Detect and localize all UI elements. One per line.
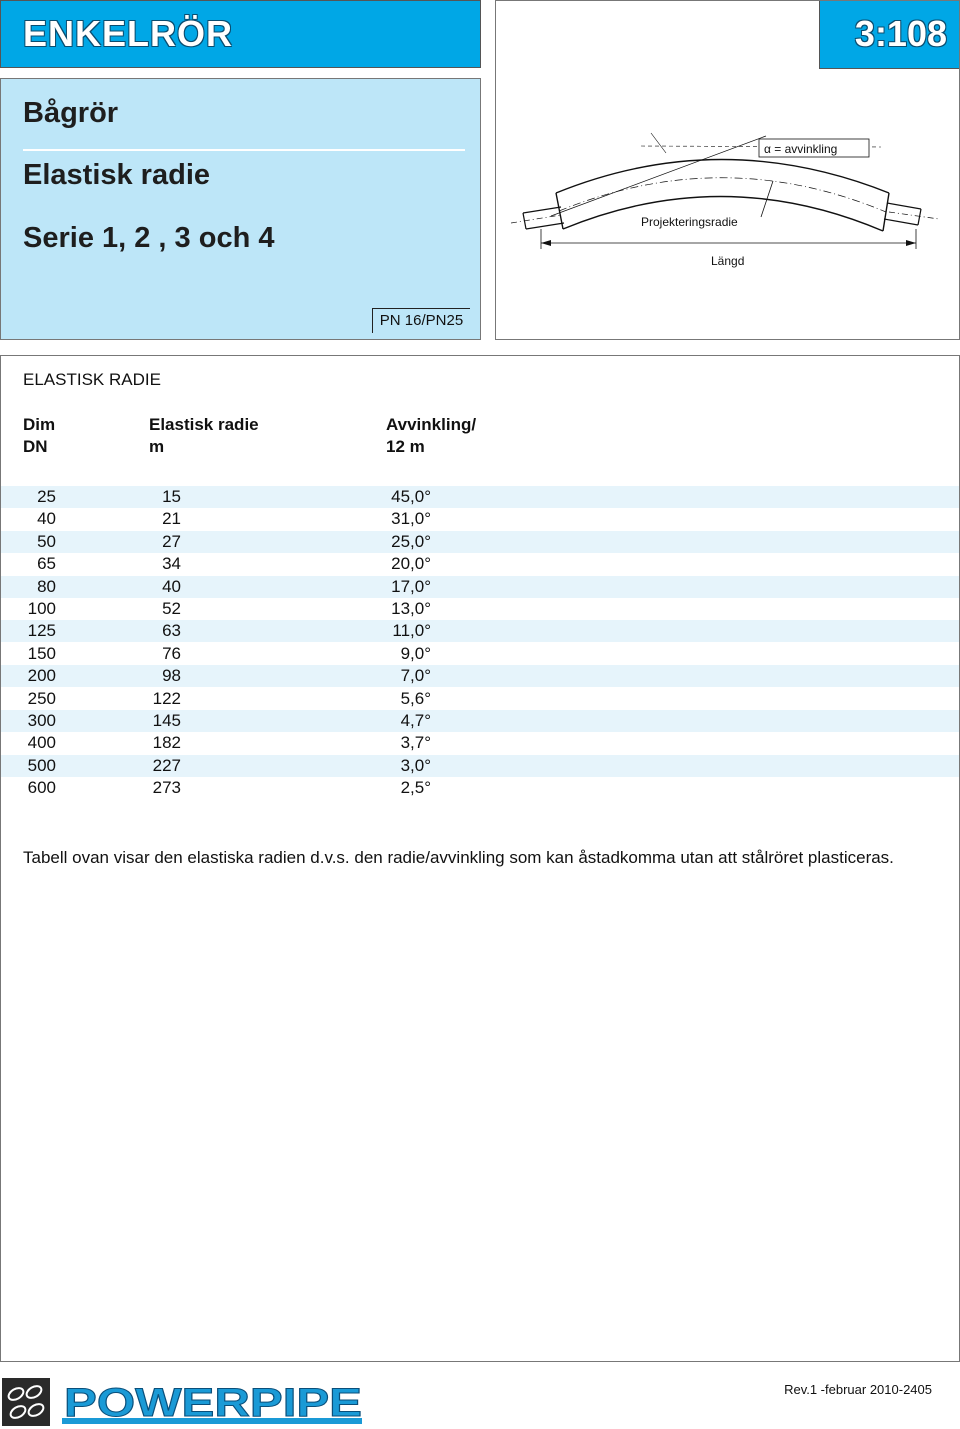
cell-angle: 25,0° [391,531,431,551]
header-banner [0,0,481,68]
cell-elastic-radius: 227 [152,755,181,775]
pressure-tag: PN 16/PN25 [372,308,470,333]
cell-angle: 20,0° [391,554,431,574]
cell-elastic-radius: 182 [152,733,181,753]
title-subtitle: Elastisk radie [23,159,210,191]
title-divider [23,149,465,151]
cell-angle: 4,7° [400,711,431,730]
column-header-elastic-radius: Elastisk radie m [149,415,259,456]
table-row [1,486,959,508]
brand-emblem-icon [2,1378,50,1426]
table-row [1,710,959,732]
table-row [1,643,959,665]
cell-angle: 11,0° [392,621,431,641]
cell-angle: 13,0° [391,599,431,618]
cell-angle: 45,0° [391,487,431,506]
table-row [1,732,959,754]
diagram-box [495,0,960,340]
cell-elastic-radius: 15 [162,487,181,506]
length-label: Längd [711,254,745,268]
table-row [1,553,959,575]
table-row [1,531,959,553]
cell-elastic-radius: 27 [162,531,181,551]
cell-elastic-radius: 145 [152,711,181,730]
table-row [1,598,959,620]
cell-dim: 80 [37,576,56,596]
table-row [1,508,959,530]
cell-dim: 125 [27,621,56,641]
cell-angle: 31,0° [391,509,431,529]
revision-note: Rev.1 -februar 2010-2405 [784,1382,932,1397]
title-main: Bågrör [23,97,119,129]
column-header-dim: Dim DN [23,415,56,456]
brand-name: POWERPIPE [64,1381,362,1425]
right-pipe-end [884,203,939,225]
table-row [1,576,959,598]
section-title: ELASTISK RADIE [23,370,161,389]
cell-angle: 17,0° [391,576,431,596]
bend-pipe-diagram [511,111,951,281]
cell-dim: 200 [27,666,56,686]
table-row [1,755,959,777]
cell-dim: 400 [27,733,56,753]
cell-elastic-radius: 273 [152,778,181,798]
table-row [1,777,959,799]
cell-dim: 100 [27,599,56,618]
page-number: 3:108 [854,13,947,54]
cell-dim: 500 [27,755,56,775]
cell-angle: 3,0° [400,755,431,775]
table-footnote: Tabell ovan visar den elastiska radien d.v.s. den radie/avvinkling som kan åstadkomma utan att stålröret plasticeras. [23,848,894,867]
cell-angle: 5,6° [400,688,431,708]
radius-label: Projekteringsradie [641,215,738,229]
title-series: Serie 1, 2 , 3 och 4 [23,222,275,254]
cell-angle: 9,0° [400,643,431,663]
table-row [1,620,959,642]
column-header-angle: Avvinkling/ 12 m [386,415,477,456]
table-row [1,688,959,710]
cell-dim: 150 [27,643,56,663]
cell-dim: 40 [37,509,56,529]
table-row [1,665,959,687]
cell-angle: 2,5° [400,778,431,798]
pipe-outer-upper [556,160,889,194]
cell-dim: 25 [37,487,56,506]
cell-angle: 7,0° [400,666,431,686]
cell-elastic-radius: 76 [162,643,181,663]
alpha-label: α = avvinkling [764,142,838,156]
page-number-banner [819,1,959,69]
cell-elastic-radius: 63 [162,621,181,641]
cell-elastic-radius: 52 [162,599,181,618]
cell-dim: 600 [27,778,56,798]
content-box [0,355,960,1362]
cell-elastic-radius: 21 [162,509,181,529]
cell-elastic-radius: 98 [162,666,181,686]
brand-logo [62,1378,367,1426]
left-pipe-end [511,207,564,229]
cell-elastic-radius: 122 [152,688,181,708]
cell-elastic-radius: 34 [162,554,181,574]
title-box [0,78,481,340]
cell-dim: 250 [27,688,56,708]
category-title: ENKELRÖR [23,13,234,54]
tangent-line [551,136,766,216]
cell-dim: 50 [37,531,56,551]
cell-dim: 65 [37,554,56,574]
cell-dim: 300 [27,711,56,730]
cell-angle: 3,7° [400,733,431,753]
cell-elastic-radius: 40 [162,576,181,596]
